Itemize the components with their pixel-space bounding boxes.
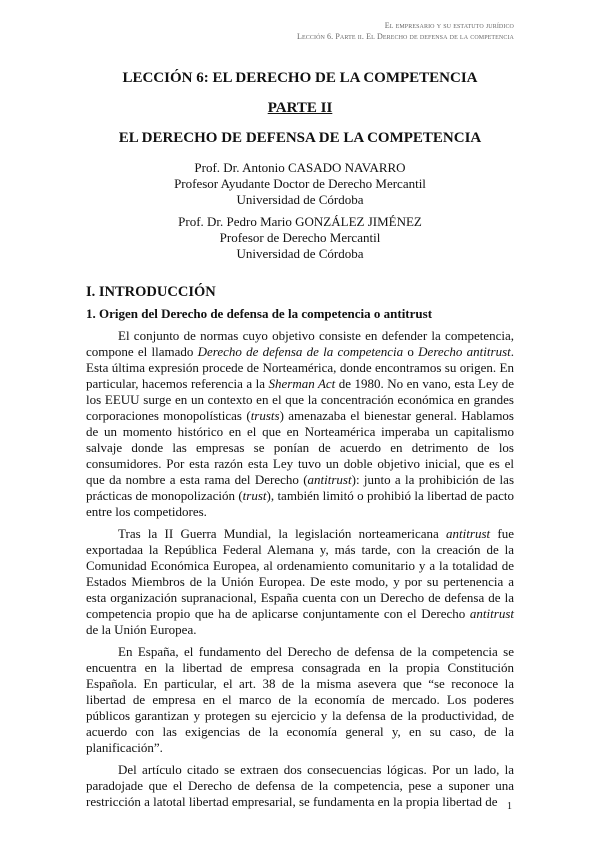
running-header [297, 20, 514, 42]
body-paragraph: El conjunto de normas cuyo objetivo consiste en defender la competencia, compone el llamado Derecho de defensa de la competencia o Derecho antitrust. Esta última expresión procede de Norteamérica, donde encontramos su origen. En particular, hacemos referencia a la Sherman Act de 1980. No en vano, esta Ley de los EEUU surge en un contexto en el que la concentración económica en grandes corporaciones monopolísticas (trusts) amenazaba el bienestar general. Hablamos de un momento histórico en el que en Norteamérica imperaba un capitalismo salvaje donde las empresas se ponían de acuerdo en detrimento de los consumidores. Por esta razón esta Ley tuvo un doble objetivo inicial, que es el que da nombre a esta rama del Derecho (antitrust): junto a la prohibición de las prácticas de monopolización (trust), también limitó o prohibió la libertad de pacto entre los competidores. [86, 328, 514, 519]
author-block [86, 214, 514, 262]
page-content [86, 70, 514, 810]
page-number: 1 [507, 801, 512, 812]
author-name: Prof. Dr. Antonio CASADO NAVARRO [194, 160, 406, 175]
part-title: PARTE II [267, 100, 333, 116]
subsection-heading: 1. Origen del Derecho de defensa de la competencia o antitrust [86, 306, 433, 321]
authors [86, 160, 514, 262]
author-position: Profesor Ayudante Doctor de Derecho Mercantil [174, 176, 426, 191]
section-heading: I. INTRODUCCIÓN [86, 284, 216, 300]
author-position: Profesor de Derecho Mercantil [219, 230, 381, 245]
lesson-title: LECCIÓN 6: EL DERECHO DE LA COMPETENCIA [122, 70, 478, 86]
author-block [86, 160, 514, 208]
author-university: Universidad de Córdoba [236, 192, 364, 207]
body-paragraph: Del artículo citado se extraen dos consecuencias lógicas. Por un lado, la paradojade que el Derecho de defensa de la competencia, pese a suponer una restricción a latotal libertad empresarial, se fundamenta en la propia libertad de [86, 762, 514, 809]
body-paragraph: Tras la II Guerra Mundial, la legislación norteamericana antitrust fue exportadaa la República Federal Alemana y, más tarde, con la creación de la Comunidad Económica Europea, al ordenamiento comunitario y a la totalidad de Estados Miembros de la Unión Europea. De este modo, y por su pertenencia a esta organización supranacional, España cuenta con un Derecho de defensa de la competencia propio que ha de aplicarse conjuntamente con el Derecho antitrust de la Unión Europea. [86, 526, 514, 637]
running-header-lesson: Lección 6. Parte ii. El Derecho de defensa de la competencia [297, 32, 514, 41]
subject-title: EL DERECHO DE DEFENSA DE LA COMPETENCIA [118, 130, 482, 146]
author-university: Universidad de Córdoba [236, 246, 364, 261]
author-name: Prof. Dr. Pedro Mario GONZÁLEZ JIMÉNEZ [178, 214, 422, 229]
running-header-book-title: El empresario y su estatuto jurídico [384, 21, 514, 30]
body-paragraph: En España, el fundamento del Derecho de defensa de la competencia se encuentra en la libertad de empresa consagrada en la propia Constitución Española. En particular, el art. 38 de la misma asevera que “se reconoce la libertad de empresa en el marco de la economía de mercado. Los poderes públicos garantizan y protegen su ejercicio y la defensa de la productividad, de acuerdo con las exigencias de la economía general y, en su caso, de la planificación”. [86, 644, 514, 755]
